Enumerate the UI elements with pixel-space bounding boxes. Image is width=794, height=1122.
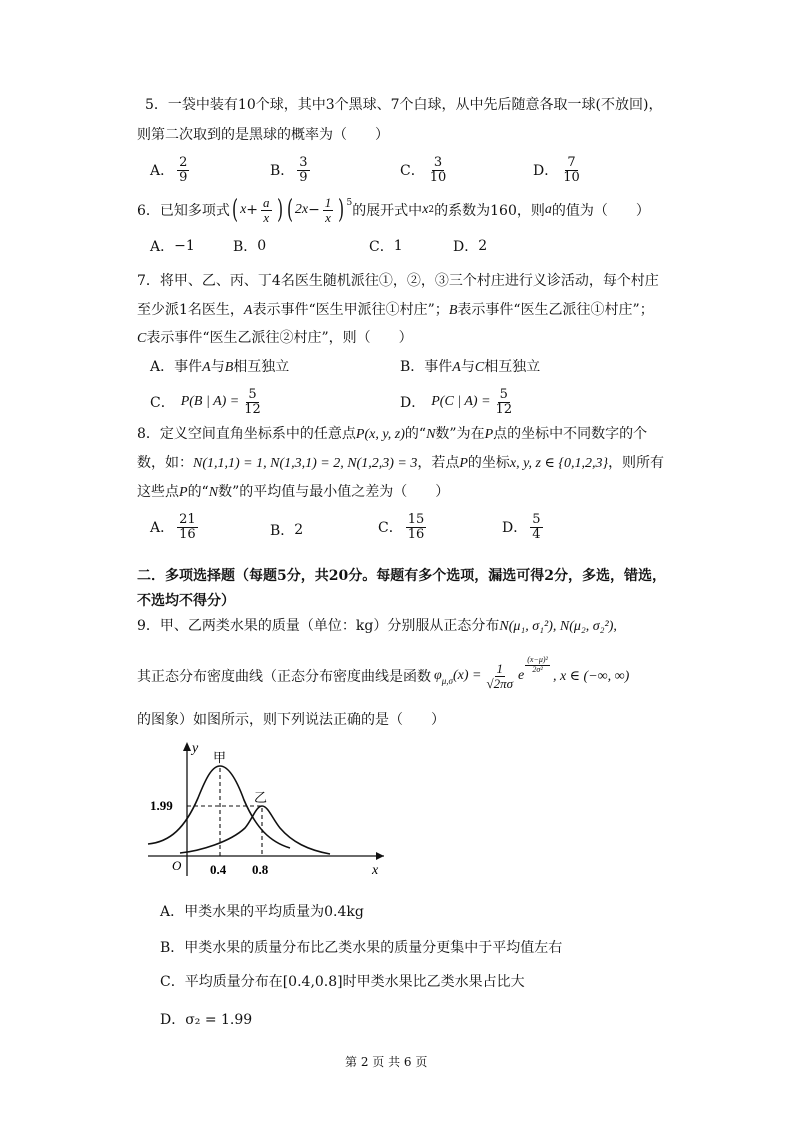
q8-math: P [459, 456, 468, 471]
fraction: $\frac{3}{9}$ [299, 155, 308, 185]
q6-2x: 2x [294, 202, 309, 218]
option-var: C [474, 360, 485, 375]
q8-text: 点的坐标中不同数字的个 [493, 426, 648, 442]
q6-option-b[interactable] [233, 236, 266, 256]
q9-option-a[interactable]: A．甲类水果的平均质量为0.4kg [160, 904, 364, 920]
q6-stem [137, 196, 650, 224]
option-expr: P(B | A) = [180, 394, 240, 410]
section-heading: 二．多项选择题（每题5分，共20分。每题有多个选项，漏选可得2分，多选，错选， [137, 568, 666, 584]
option-label: A． [150, 163, 175, 180]
q8-text: ，若点 [417, 455, 460, 471]
option-text: 事件 [174, 359, 203, 375]
option-label: A． [150, 520, 175, 537]
normal-curves-figure [140, 738, 390, 878]
option-value: 2 [294, 522, 304, 538]
option-value: 1 [393, 238, 403, 254]
q6-option-c[interactable] [369, 236, 403, 256]
fraction: $\frac{21}{16}$ [179, 512, 196, 542]
option-label: C． [378, 520, 403, 537]
q8-math: x, y, z ∈ {0,1,2,3} [509, 456, 609, 471]
option-label: D． [453, 239, 479, 255]
fraction: $\frac{2}{9}$ [179, 155, 188, 185]
q8-text: 的“ [187, 484, 209, 500]
q6-suffix: 的值为（ ） [551, 203, 650, 220]
q7-text: 表示事件“医生乙派往②村庄”，则（ ） [146, 330, 413, 346]
q7-stem-line3 [137, 328, 413, 349]
q9-text: 9．甲、乙两类水果的质量（单位：kg）分别服从正态分布 [137, 618, 500, 634]
y-axis-label: y [192, 741, 199, 756]
paren-close: ) [276, 195, 283, 226]
q8-text: 数，如： [137, 455, 193, 471]
q5-option-b[interactable] [270, 156, 313, 184]
option-label: C． [400, 163, 425, 180]
q7-option-d[interactable] [400, 388, 517, 416]
q9-distribution: N(μ₁, σ₁²), N(μ₂, σ₂²), [499, 619, 617, 634]
q6-option-d[interactable] [453, 236, 487, 256]
q9-option-b[interactable]: B．甲类水果的质量分布比乙类水果的质量分更集中于平均值左右 [160, 940, 563, 956]
q9-stem-line1 [137, 616, 617, 637]
q7-option-a[interactable] [150, 357, 289, 378]
option-label: C． [369, 239, 394, 255]
q6-option-a[interactable] [150, 236, 195, 256]
q8-text: 的“ [404, 426, 427, 442]
q9-stem-line2 [137, 655, 630, 691]
q7-option-c[interactable] [150, 388, 266, 416]
option-label: D． [533, 163, 559, 180]
q8-option-c[interactable] [378, 513, 429, 541]
q8-math: P(x, y, z) [355, 427, 405, 442]
q9-phi: φ [434, 668, 442, 684]
q9-option-d[interactable]: D．σ₂ = 1.99 [160, 1012, 253, 1028]
q6-suffix: 的展开式中 [352, 203, 423, 220]
q8-math: N(1,1,1) = 1, N(1,3,1) = 2, N(1,2,3) = 3 [193, 456, 418, 471]
option-label: A． [150, 239, 175, 255]
option-var: B [224, 360, 234, 375]
q8-text: 数”为在 [435, 426, 485, 442]
q8-stem-line3 [137, 482, 449, 503]
q6-frac-1-x: $\frac{1}{x}$ [324, 195, 332, 225]
option-label: D． [400, 395, 426, 412]
option-text: 事件 [424, 359, 453, 375]
q8-text: 数”的平均值与最小值之差为（ ） [218, 484, 450, 500]
q8-option-d[interactable] [502, 513, 546, 541]
q8-text: 的坐标 [467, 455, 510, 471]
option-label: A． [150, 359, 175, 375]
q8-text: 8．定义空间直角坐标系中的任意点 [137, 426, 356, 442]
option-label: B． [270, 523, 295, 539]
x-tick-label-08: 0.8 [252, 862, 269, 877]
fraction: $\frac{7}{10}$ [563, 155, 580, 185]
q9-exponent: $\frac{\text{(x−μ)²}}{\text{2σ²}}$ [527, 655, 548, 674]
paren-open: ( [286, 195, 293, 226]
q7-text: 至少派1名医生， [137, 302, 244, 318]
option-text: 相互独立 [484, 359, 541, 375]
q8-stem-line2 [137, 453, 664, 474]
curve-yi [180, 806, 330, 854]
q6-exponent: 5 [346, 198, 353, 209]
q6-a: a [544, 202, 552, 218]
q9-stem-line3: 的图象）如图所示，则下列说法正确的是（ ） [137, 712, 445, 728]
option-value: 0 [257, 238, 267, 254]
origin-label: O [172, 858, 182, 873]
curve-yi-label: 乙 [254, 790, 268, 805]
fraction: $\frac{5}{12}$ [495, 387, 513, 417]
q6-suffix: 的系数为160，则 [434, 203, 545, 220]
q8-text: ，则所有 [608, 455, 665, 471]
x-tick-label-04: 0.4 [210, 862, 227, 877]
q9-norm-frac: $\frac{1}{√2\pi\sigma}$ [486, 661, 514, 691]
option-label: B． [233, 239, 258, 255]
q8-text: 这些点 [137, 484, 179, 500]
option-var: A [202, 360, 211, 375]
q7-text: 表示事件“医生甲派往①村庄”； [252, 302, 449, 318]
q5-stem-line2: 则第二次取到的是黑球的概率为（ ） [137, 127, 389, 143]
option-text: 相互独立 [233, 359, 290, 375]
q8-math: N [208, 485, 219, 500]
q5-option-d[interactable] [533, 156, 585, 184]
option-var: A [452, 360, 461, 375]
option-label: D． [502, 520, 528, 537]
q8-math: N [426, 427, 436, 442]
fraction: $\frac{15}{16}$ [407, 512, 425, 542]
option-label: C． [150, 395, 175, 412]
q6-frac-a-x: $\frac{a}{x}$ [263, 195, 270, 225]
x-axis-label: x [372, 863, 379, 878]
q5-option-c[interactable] [400, 156, 451, 184]
option-label: B． [400, 359, 425, 375]
y-tick-label: 1.99 [150, 798, 173, 813]
curve-jia-label: 甲 [213, 750, 227, 765]
q9-e: e [518, 668, 525, 684]
q7-text: 表示事件“医生乙派往①村庄”； [457, 302, 654, 318]
section-heading-cont: 不选均不得分） [137, 593, 235, 609]
q9-phi-sub: μ,σ [441, 676, 453, 687]
q8-math: P [179, 485, 188, 500]
q6-x2: x [422, 202, 429, 218]
fraction: $\frac{3}{10}$ [429, 155, 447, 185]
paren-open: ( [231, 195, 239, 226]
q6-var: x [240, 202, 247, 218]
option-label: B． [270, 163, 295, 180]
q9-option-c[interactable]: C．平均质量分布在[0.4,0.8]时甲类水果比乙类水果占比大 [160, 974, 525, 990]
q6-minus: − [308, 202, 320, 219]
q7-var: A [243, 303, 253, 318]
q8-option-a[interactable] [150, 513, 201, 541]
q7-var: C [137, 331, 147, 346]
q5-option-a[interactable] [150, 156, 192, 184]
q7-var: B [448, 303, 458, 318]
fraction: $\frac{5}{4}$ [532, 512, 541, 542]
x-axis-arrow [376, 852, 384, 860]
option-text: 与 [460, 359, 475, 375]
option-value: 2 [478, 238, 488, 254]
option-expr: P(C | A) = [431, 394, 491, 410]
q9-domain: , x ∈ (−∞, ∞) [552, 668, 630, 684]
q7-option-b[interactable] [400, 357, 540, 378]
q6-prefix: 6．已知多项式 [137, 203, 230, 220]
fraction: $\frac{5}{12}$ [244, 387, 261, 417]
q7-stem-line1: 7．将甲、乙、丙、丁4名医生随机派往①，②，③三个村庄进行义诊活动，每个村庄 [137, 273, 659, 289]
page-footer: 第 2 页 共 6 页 [345, 1055, 428, 1069]
q9-phi-arg: (x) = [452, 668, 482, 684]
q6-x2-exp: 2 [428, 205, 435, 216]
q6-plus: + [246, 202, 259, 219]
q8-option-b[interactable] [270, 520, 303, 540]
q8-math: P [484, 427, 494, 442]
q9-text: 其正态分布密度曲线（正态分布密度曲线是函数 [137, 669, 431, 686]
q5-stem-line1: 5．一袋中装有10个球，其中3个黑球、7个白球，从中先后随意各取一球(不放回)， [145, 97, 663, 113]
option-text: 与 [210, 359, 225, 375]
paren-close: ) [338, 195, 345, 226]
option-value: −1 [174, 238, 195, 254]
q8-stem-line1 [137, 424, 647, 445]
q7-stem-line2 [137, 300, 654, 321]
y-axis-arrow [183, 742, 191, 751]
